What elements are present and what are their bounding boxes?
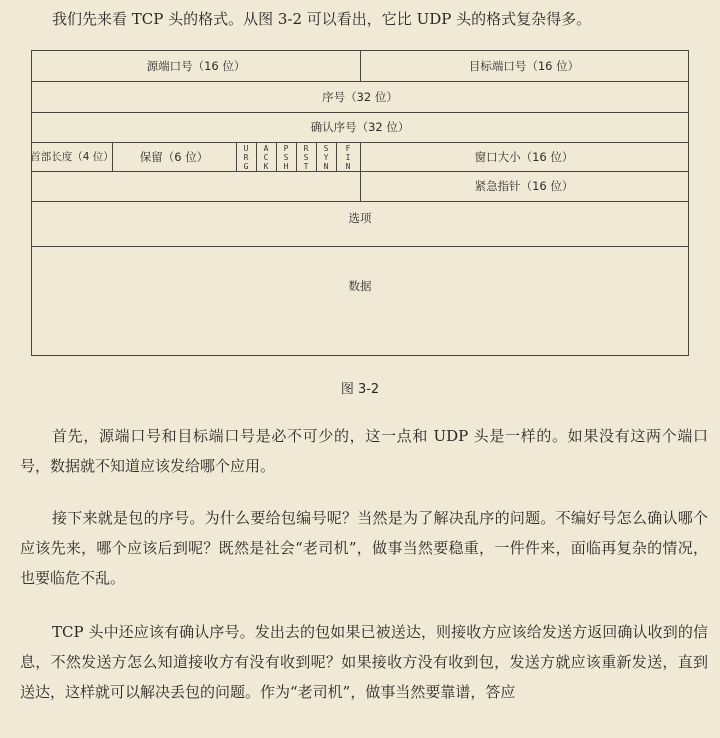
tcp-header-diagram bbox=[31, 50, 689, 356]
flag-rst: R S T bbox=[303, 143, 309, 171]
figure-caption: 图 3-2 bbox=[340, 382, 380, 397]
flag-urg: U R G bbox=[243, 143, 249, 171]
flag-psh: P S H bbox=[283, 143, 289, 171]
window-size-field: 窗口大小（16 位） bbox=[474, 149, 574, 164]
source-port-field: 源端口号（16 位） bbox=[146, 59, 246, 73]
sequence-number-field: 序号（32 位） bbox=[322, 89, 398, 104]
options-field: 选项 bbox=[348, 211, 372, 225]
flag-syn: S Y N bbox=[323, 143, 329, 171]
flag-fin: F I N bbox=[345, 143, 351, 171]
data-field: 数据 bbox=[348, 279, 372, 293]
reserved-field: 保留（6 位） bbox=[139, 149, 209, 164]
paragraph: TCP 头中还应该有确认序号。发出去的包如果已被送达，则接收方应该给发送方返回确认收到的信息，不然发送方怎么知道接收方有没有收到呢？如果接收方没有收到包，发送方就应该重新发送，直到送达，这样就可以解决丢包的问题。作为“老司机”，做事当然要靠谱，答应 bbox=[20, 623, 708, 701]
destination-port-field: 目标端口号（16 位） bbox=[468, 59, 580, 73]
paragraph: 接下来就是包的序号。为什么要给包编号呢？当然是为了解决乱序的问题。不编好号怎么确认哪个应该先来，哪个应该后到呢？既然是社会“老司机”，做事当然要稳重，一件件来，面临再复杂的情况，也要临危不乱。 bbox=[20, 509, 708, 587]
paragraph: 首先，源端口号和目标端口号是必不可少的，这一点和 UDP 头是一样的。如果没有这两个端口号，数据就不知道应该发给哪个应用。 bbox=[20, 427, 708, 475]
ack-number-field: 确认序号（32 位） bbox=[310, 120, 410, 134]
flag-ack: A C K bbox=[263, 143, 269, 171]
intro-text: 我们先来看 TCP 头的格式。从图 3-2 可以看出，它比 UDP 头的格式复杂得多。 bbox=[52, 10, 592, 28]
urgent-pointer-field: 紧急指针（16 位） bbox=[474, 179, 574, 193]
header-length-field: 首部长度（4 位） bbox=[30, 151, 114, 163]
